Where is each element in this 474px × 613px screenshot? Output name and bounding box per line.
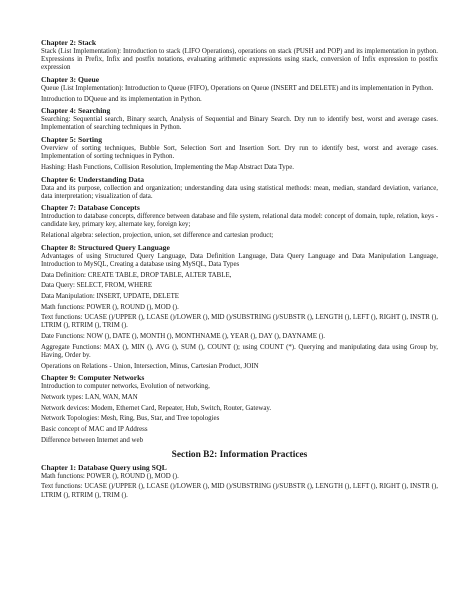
chapter-8-data-manipulation: Data Manipulation: INSERT, UPDATE, DELETE <box>41 292 180 300</box>
chapter-9-network-topologies: Network Topologies: Mesh, Ring, Bus, Star, and Tree topologies <box>41 415 220 423</box>
chapter-2-heading: Chapter 2: Stack <box>41 38 97 47</box>
chapter-7-text: Introduction to database concepts, difference between database and file system, relational data model: concept of domain, tuple, relation, keys - candidate key, primary key, alternate key, foreign key; <box>41 213 438 229</box>
chapter-9-intro: Introduction to computer networks, Evolution of networking, <box>41 383 210 391</box>
chapter-9-mac-ip: Basic concept of MAC and IP Address <box>41 425 148 433</box>
chapter-8-text-functions: Text functions: UCASE ()/UPPER (), LCASE ()/LOWER (), MID ()/SUBSTRING ()/SUBSTR (), LENGTH (), LEFT (), RIGHT (), INSTR (), LTRIM (), RTRIM (), TRIM (). <box>41 314 438 330</box>
chapter-5-heading: Chapter 5: Sorting <box>41 135 103 145</box>
chapter-7-relational-algebra-text: Relational algebra: selection, projection, union, set difference and cartesian product; <box>41 232 274 240</box>
chapter-8-math-functions: Math functions: POWER (), ROUND (), MOD (). <box>41 303 179 311</box>
syllabus-page <box>41 38 438 502</box>
chapter-5-text: Overview of sorting techniques, Bubble Sort, Selection Sort and Insertion Sort. Dry run to identify best, worst and average cases. Implementation of sorting techniques in Python. <box>41 145 438 161</box>
chapter-4-text: Searching: Sequential search, Binary search, Analysis of Sequential and Binary Search. Dry run to identify best, worst and average cases. Implementation of searching techniques in Python. <box>41 116 438 132</box>
chapter-9-network-types: Network types: LAN, WAN, MAN <box>41 393 138 401</box>
chapter-9-heading: Chapter 9: Computer Networks <box>41 373 145 383</box>
chapter-9-internet-web: Difference between Internet and web <box>41 436 144 444</box>
chapter-6-heading: Chapter 6: Understanding Data <box>41 174 145 184</box>
chapter-8-aggregate-functions: Aggregate Functions: MAX (), MIN (), AVG (), SUM (), COUNT (); using COUNT (*). Querying and manipulating data using Group by, Having, Order by. <box>41 343 438 359</box>
section-b2-title: Section B2: Information Practices <box>171 449 308 460</box>
chapter-3-dqueue-text: Introduction to DQueue and its implementation in Python. <box>41 95 202 103</box>
chapter-8-data-query: Data Query: SELECT, FROM, WHERE <box>41 282 153 290</box>
chapter-8-text: Advantages of using Structured Query Language, Data Definition Language, Data Query Language and Data Manipulation Language, Introduction to MySQL, Creating a database using MySQL, Data Types <box>41 252 438 268</box>
chapter-8-date-functions: Date Functions: NOW (), DATE (), MONTH (), MONTHNAME (), YEAR (), DAY (), DAYNAME (). <box>41 333 326 341</box>
chapter-8-operations-on-relations: Operations on Relations - Union, Intersection, Minus, Cartesian Product, JOIN <box>41 362 259 370</box>
section-b2-text-functions: Text functions: UCASE ()/UPPER (), LCASE ()/LOWER (), MID ()/SUBSTRING ()/SUBSTR (), LENGTH (), LEFT (), RIGHT (), INSTR (), LTRIM (), RTRIM (), TRIM (). <box>41 483 438 499</box>
chapter-6-text: Data and its purpose, collection and organization; understanding data using statistical methods: mean, median, standard deviation, variance, data interpretation; visualization of data. <box>41 184 438 200</box>
section-b2-math-functions: Math functions: POWER (), ROUND (), MOD (). <box>41 472 179 480</box>
chapter-8-heading: Chapter 8: Structured Query Language <box>41 242 170 252</box>
chapter-8-data-definition: Data Definition: CREATE TABLE, DROP TABLE, ALTER TABLE, <box>41 271 232 279</box>
section-b2-chapter-1-heading: Chapter 1: Database Query using SQL <box>41 462 167 472</box>
chapter-2-text: Stack (List Implementation): Introduction to stack (LIFO Operations), operations on stack (PUSH and POP) and its implementation in python. Expressions in Prefix, Infix and postfix notations, evaluating arithmetic expressions using stack, conversion of Infix expression to postfix expression <box>41 48 438 72</box>
chapter-9-network-devices: Network devices: Modem, Ethernet Card, Repeater, Hub, Switch, Router, Gateway. <box>41 404 272 412</box>
chapter-4-heading: Chapter 4: Searching <box>41 106 111 116</box>
chapter-5-hashing-text: Hashing: Hash Functions, Collision Resolution, Implementing the Map Abstract Data Type. <box>41 163 294 171</box>
chapter-7-heading: Chapter 7: Database Concepts <box>41 203 140 213</box>
chapter-3-text: Queue (List Implementation): Introduction to Queue (FIFO), Operations on Queue (INSERT and DELETE) and its implementation in Python. <box>41 84 434 92</box>
chapter-3-heading: Chapter 3: Queue <box>41 74 100 84</box>
